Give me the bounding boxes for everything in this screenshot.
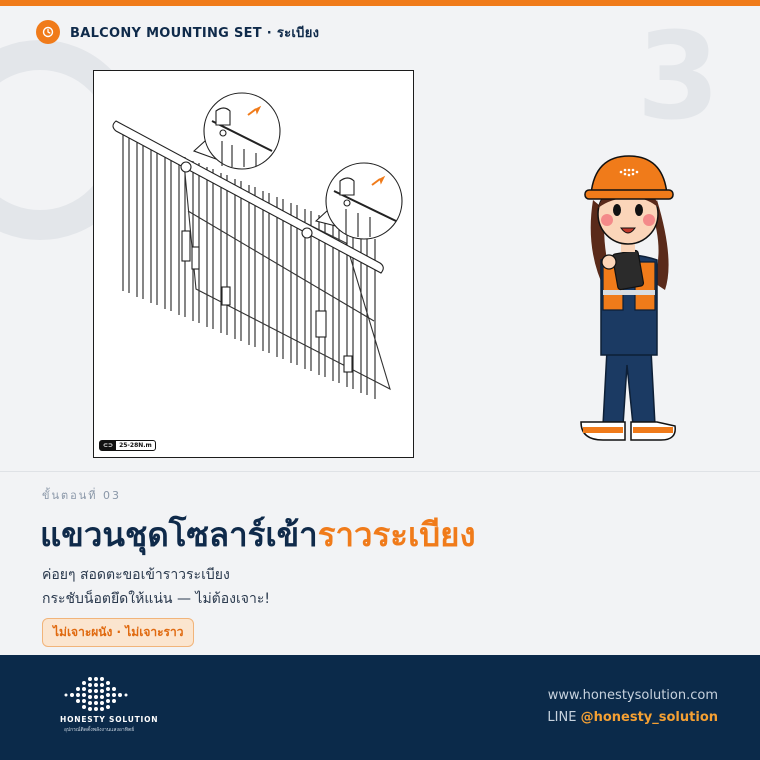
footer <box>0 655 760 760</box>
description-line-1: ค่อยๆ สอดตะขอเข้าราวระเบียง <box>42 567 230 583</box>
description-line-2: กระชับน็อตยึดให้แน่น — ไม่ต้องเจาะ! <box>42 591 270 607</box>
worker-mascot-illustration <box>565 150 695 450</box>
header-title: BALCONY MOUNTING SET · ระเบียง <box>70 25 320 41</box>
step-label: ขั้นตอนที่ 03 <box>42 489 122 502</box>
header <box>36 20 319 44</box>
brand-name: HONESTY SOLUTION <box>60 715 159 724</box>
no-drill-tag: ไม่เจาะผนัง · ไม่เจาะราว <box>42 618 194 647</box>
balcony-railing-drawing <box>94 71 415 459</box>
background-step-number: 3 <box>636 8 720 147</box>
torque-wrench-icon: ⊂⊃ <box>100 441 116 450</box>
installation-diagram <box>93 70 414 458</box>
headline-accent-text: ราวระเบียง <box>317 515 476 554</box>
website-url[interactable]: www.honestysolution.com <box>547 688 718 703</box>
headline-main-text: แขวนชุดโซลาร์เข้า <box>40 515 318 554</box>
top-accent-bar <box>0 0 760 6</box>
section-divider <box>0 471 760 472</box>
torque-spec-badge <box>99 440 156 451</box>
line-contact <box>547 710 718 725</box>
torque-spec-text: 25-28N.m <box>119 442 152 449</box>
honesty-solution-logo-icon <box>58 673 136 717</box>
brand-tagline: อุปกรณ์ติดตั้งพลังงานแสงอาทิตย์ <box>64 727 135 733</box>
step-headline <box>40 508 476 561</box>
clock-icon <box>36 20 60 44</box>
step-description <box>42 563 270 611</box>
line-handle[interactable]: @honesty_solution <box>580 710 718 725</box>
line-prefix: LINE <box>547 710 581 725</box>
